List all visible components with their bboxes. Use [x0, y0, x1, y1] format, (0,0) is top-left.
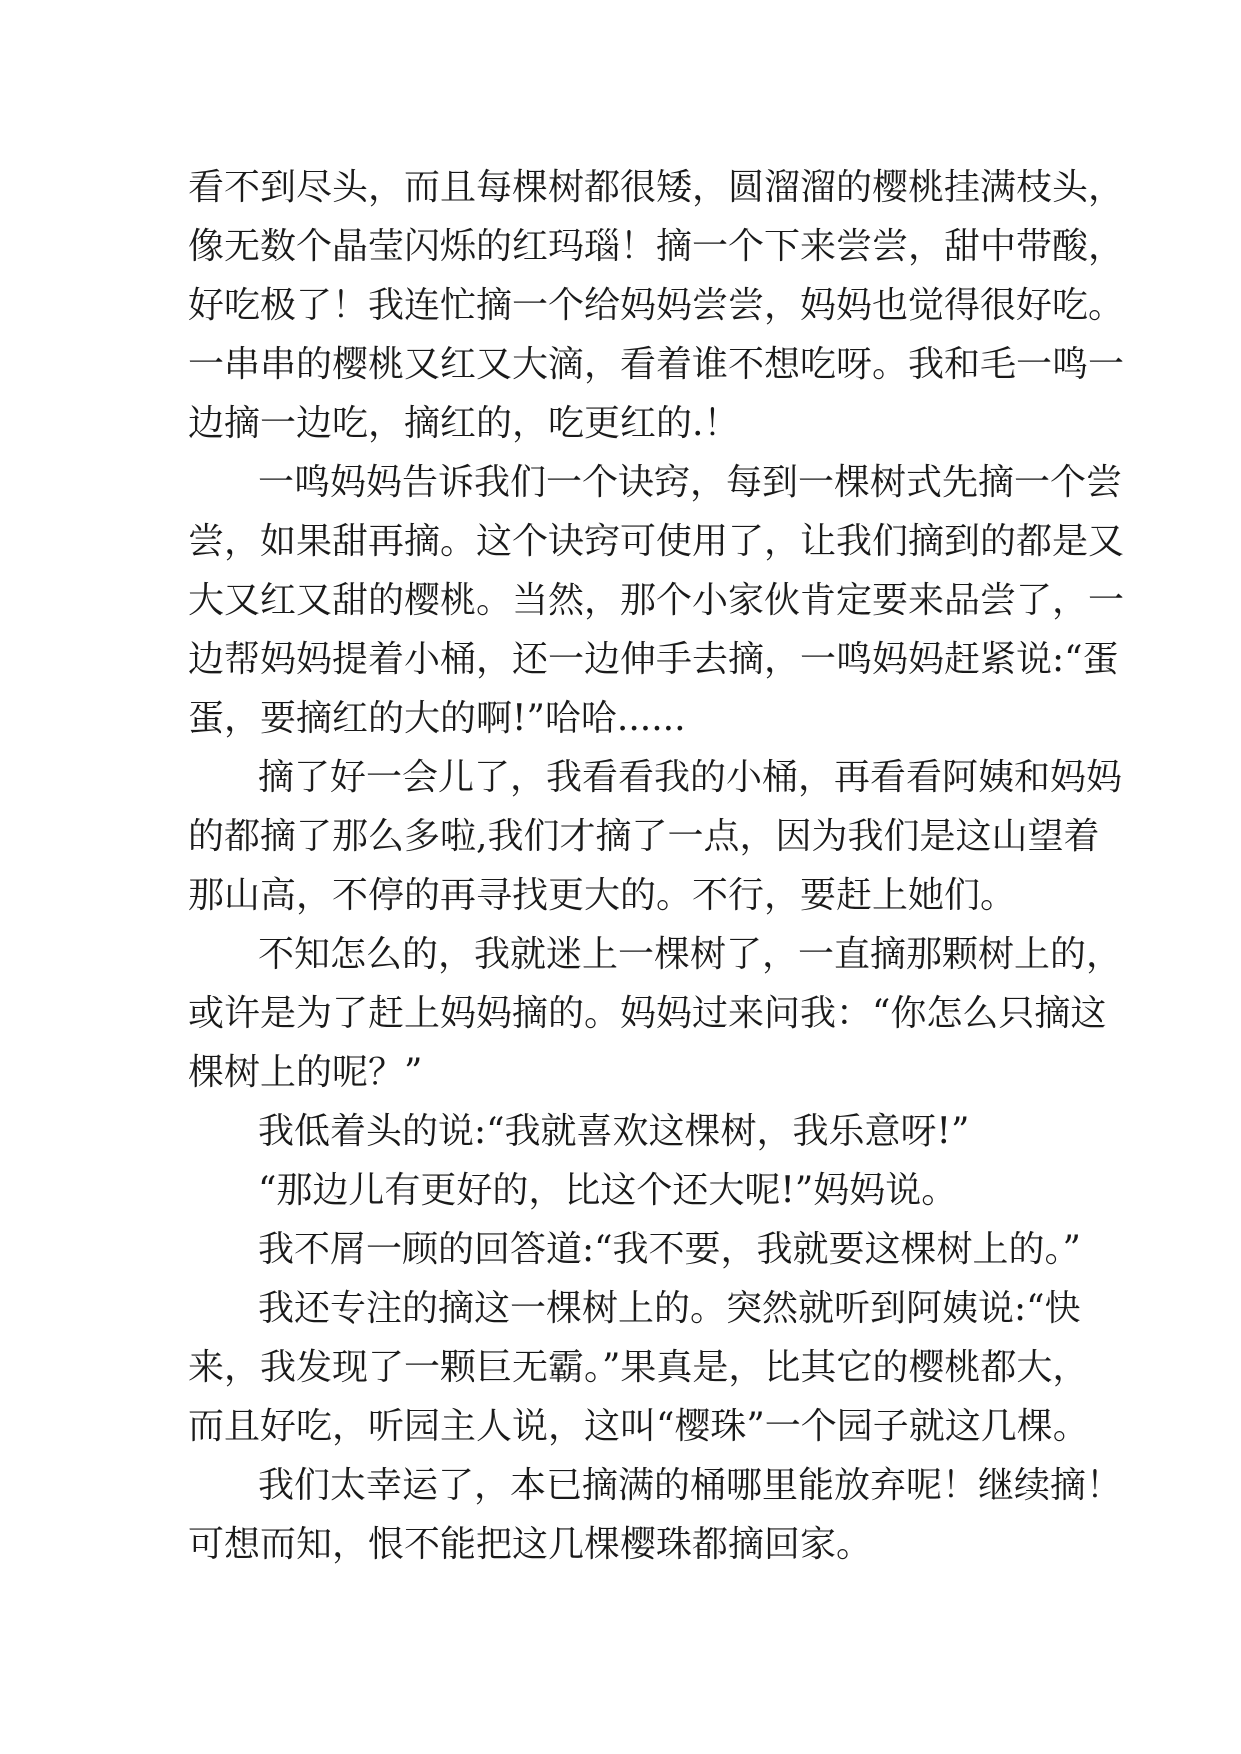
paragraph-start-line: 我不屑一顾的回答道:“我不要，我就要这棵树上的。” — [258, 1229, 1081, 1270]
text-line: 或许是为了赶上妈妈摘的。妈妈过来问我：“你怎么只摘这 — [188, 993, 1107, 1034]
paragraph-start-line: 我还专注的摘这一棵树上的。突然就听到阿姨说:“快 — [258, 1288, 1081, 1329]
text-line: 像无数个晶莹闪烁的红玛瑙！摘一个下来尝尝，甜中带酸， — [188, 226, 1125, 267]
paragraph-start-line: “那边儿有更好的，比这个还大呢!”妈妈说。 — [258, 1170, 958, 1211]
paragraph-start-line: 不知怎么的，我就迷上一棵树了，一直摘那颗树上的， — [258, 934, 1123, 975]
text-line: 尝，如果甜再摘。这个诀窍可使用了，让我们摘到的都是又 — [188, 521, 1125, 562]
text-line: 蛋，要摘红的大的啊!”哈哈...... — [188, 698, 686, 739]
text-line: 来，我发现了一颗巨无霸。”果真是，比其它的樱桃都大， — [188, 1347, 1089, 1388]
text-line: 边摘一边吃，摘红的，吃更红的.！ — [188, 403, 740, 444]
text-line: 棵树上的呢？” — [188, 1052, 423, 1093]
text-line: 可想而知，恨不能把这几棵樱珠都摘回家。 — [188, 1524, 873, 1565]
text-line: 一串串的樱桃又红又大滴，看着谁不想吃呀。我和毛一鸣一 — [188, 344, 1125, 385]
text-line: 边帮妈妈提着小桶，还一边伸手去摘，一鸣妈妈赶紧说:“蛋 — [188, 639, 1119, 680]
paragraph-start-line: 我们太幸运了，本已摘满的桶哪里能放弃呢！继续摘！ — [258, 1465, 1123, 1506]
paragraph-start-line: 摘了好一会儿了，我看看我的小桶，再看看阿姨和妈妈 — [258, 757, 1123, 798]
text-line: 的都摘了那么多啦,我们才摘了一点，因为我们是这山望着 — [188, 816, 1100, 857]
text-line: 看不到尽头，而且每棵树都很矮，圆溜溜的樱桃挂满枝头， — [188, 167, 1125, 208]
paragraph-start-line: 我低着头的说:“我就喜欢这棵树，我乐意呀!” — [258, 1111, 970, 1152]
text-line: 大又红又甜的樱桃。当然，那个小家伙肯定要来品尝了，一 — [188, 580, 1125, 621]
text-line: 那山高，不停的再寻找更大的。不行，要赶上她们。 — [188, 875, 1017, 916]
paragraph-start-line: 一鸣妈妈告诉我们一个诀窍，每到一棵树式先摘一个尝 — [258, 462, 1123, 503]
text-line: 好吃极了！我连忙摘一个给妈妈尝尝，妈妈也觉得很好吃。 — [188, 285, 1125, 326]
text-line: 而且好吃，听园主人说，这叫“樱珠”一个园子就这几棵。 — [188, 1406, 1089, 1447]
body-text — [188, 158, 1125, 1574]
